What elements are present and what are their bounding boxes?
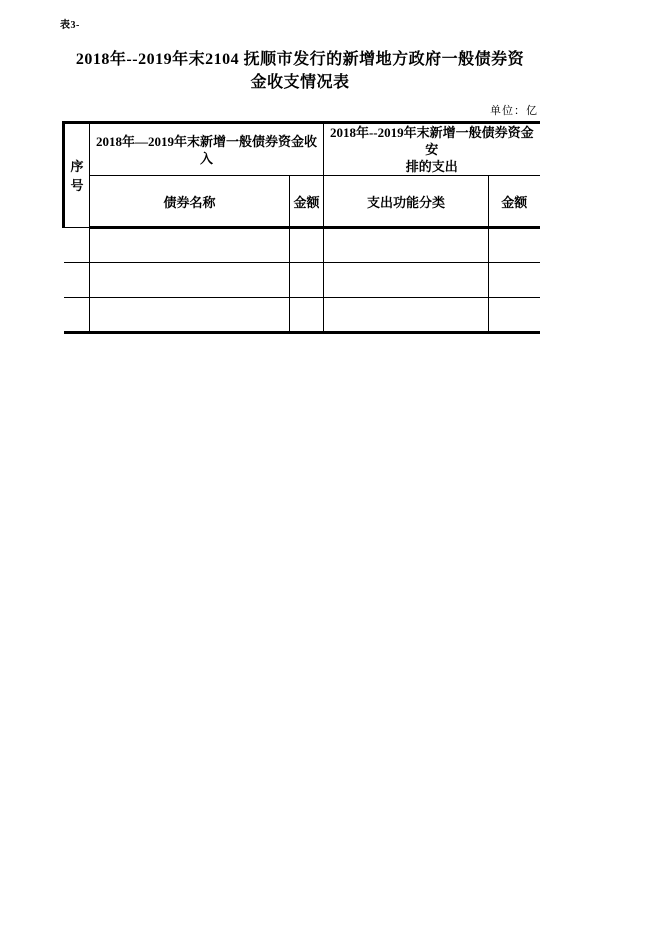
header-expense-category: 支出功能分类: [324, 176, 489, 228]
header-bond-name: 债券名称: [90, 176, 290, 228]
table-cell: [324, 228, 489, 263]
table-cell: [290, 228, 324, 263]
table-cell: [324, 298, 489, 333]
unit-label: 单位：亿: [490, 105, 538, 117]
table-cell: [489, 228, 540, 263]
table-cell: [90, 228, 290, 263]
table-cell: [64, 298, 90, 333]
sub-header-row: [64, 176, 540, 228]
table-cell: [290, 298, 324, 333]
page-title-line1: 2018年--2019年末2104 抚顺市发行的新增地方政府一般债券资: [75, 51, 525, 68]
table-cell: [64, 263, 90, 298]
document-content: [62, 48, 538, 334]
table-cell: [324, 263, 489, 298]
page-title: [62, 48, 538, 94]
table-row: [64, 298, 540, 333]
table-row: [64, 263, 540, 298]
header-income-amount: 金额: [290, 176, 324, 228]
page-title-line2: 金收支情况表: [250, 74, 350, 91]
table-cell: [489, 263, 540, 298]
table-cell: [290, 263, 324, 298]
header-expense-group-line2: 排的支出: [405, 159, 458, 174]
table-cell: [489, 298, 540, 333]
table-cell: [90, 263, 290, 298]
header-seq-number: 序号: [64, 123, 90, 228]
header-expense-group: [324, 123, 540, 176]
group-header-row: [64, 123, 540, 176]
header-expense-group-line1: 2018年--2019年末新增一般债券资金安: [329, 125, 534, 157]
bond-funds-table: [62, 121, 540, 334]
table-cell: [64, 228, 90, 263]
table-body: [64, 228, 540, 333]
header-income-group: 2018年—2019年末新增一般债券资金收入: [90, 123, 324, 176]
table-row: [64, 228, 540, 263]
table-cell: [90, 298, 290, 333]
header-expense-amount: 金额: [489, 176, 540, 228]
doc-tag: 表3-: [60, 20, 80, 31]
